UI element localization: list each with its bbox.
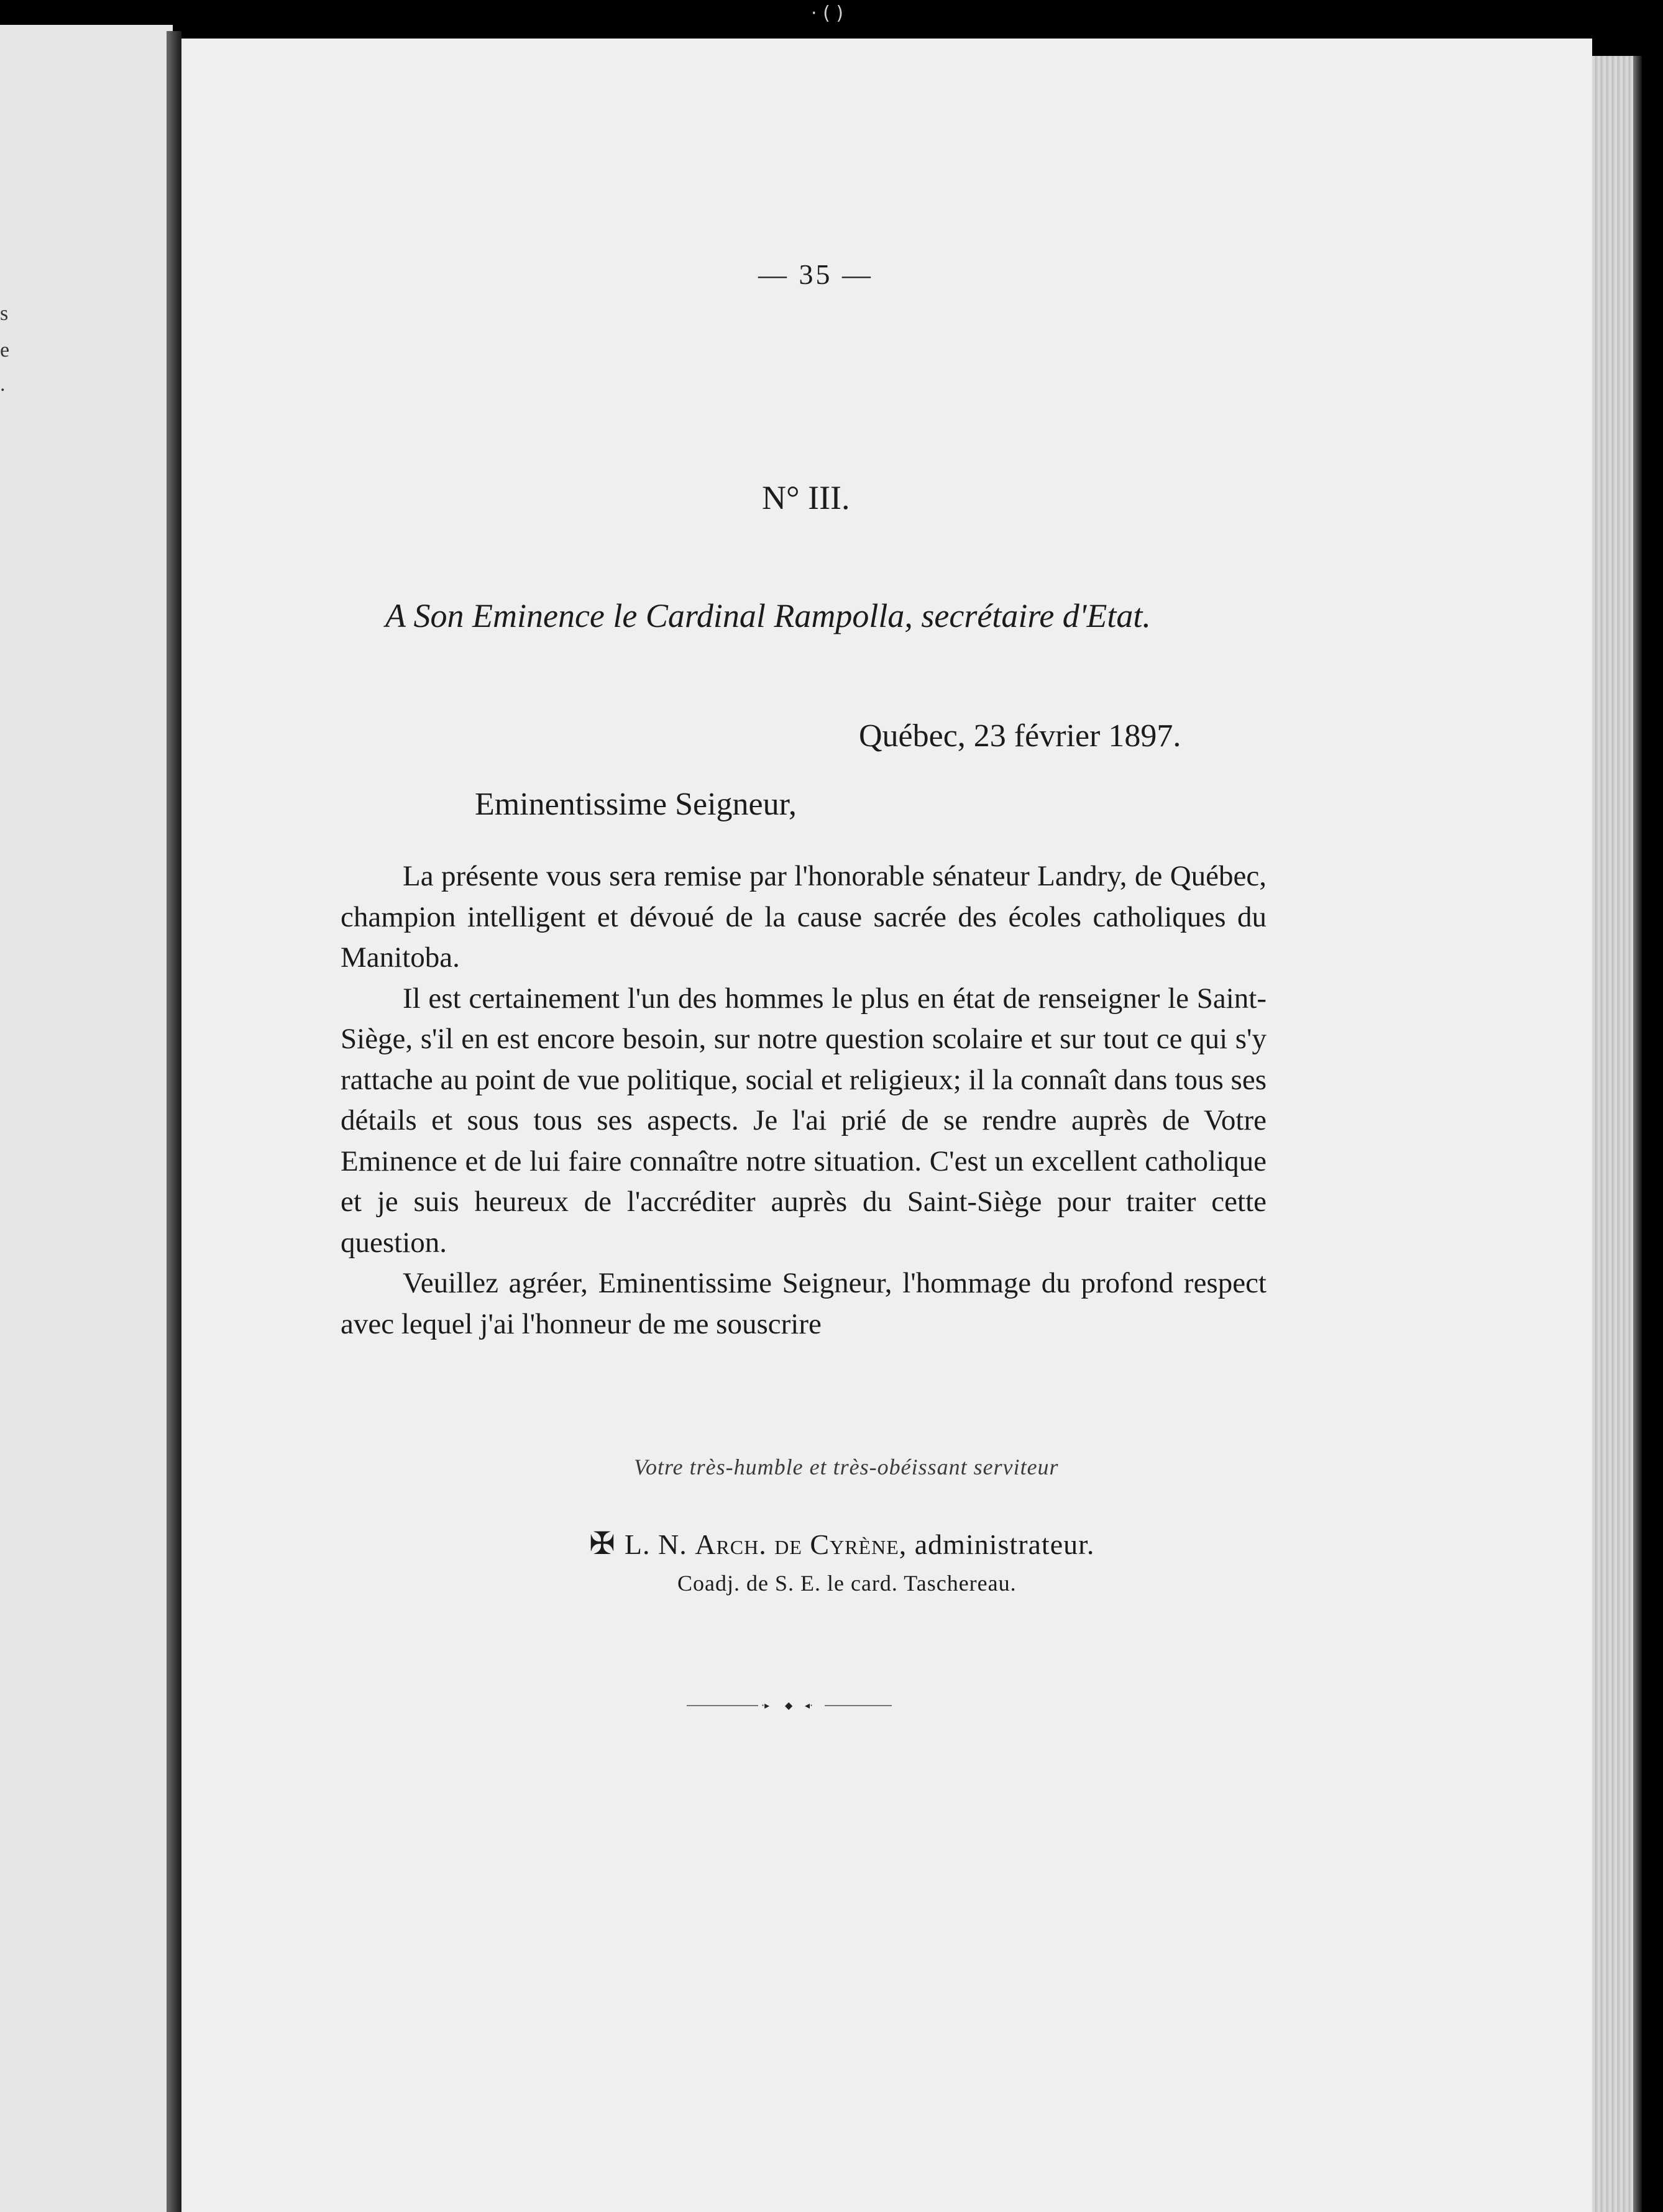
signature-subline: Coadj. de S. E. le card. Taschereau. <box>677 1571 1017 1596</box>
signature-line <box>589 1525 1094 1561</box>
page-stack-shadow <box>1633 56 1642 2212</box>
page-stack-edges <box>1592 56 1633 2212</box>
episcopal-cross-icon: ✠ <box>589 1526 616 1561</box>
left-page-fragment: s <box>0 302 9 325</box>
left-page-fragment: e <box>0 339 10 362</box>
gutter-shadow <box>167 31 181 2212</box>
letter-body <box>341 856 1267 1345</box>
scan-top-marks: · ( ) <box>811 2 844 24</box>
dateline: Québec, 23 février 1897. <box>859 718 1181 754</box>
left-facing-page <box>0 25 173 2212</box>
body-paragraph: Veuillez agréer, Eminentissime Seigneur, l'hommage du profond respect avec lequel j'ai l'honneur de me souscrire <box>341 1267 1267 1340</box>
left-page-fragment: . <box>0 373 6 396</box>
page-number: — 35 — <box>758 258 873 290</box>
ornament-left-icon: ·▸ <box>761 1699 770 1711</box>
signature-initials: L. N. <box>624 1529 695 1560</box>
end-ornament <box>687 1699 892 1712</box>
ornament-rule-left <box>687 1705 758 1706</box>
salutation: Eminentissime Seigneur, <box>475 787 797 822</box>
body-paragraph: La présente vous sera remise par l'honorable sénateur Landry, de Québec, champion intelligent et dévoué de la cause sacrée des écoles catholiques du Manitoba. <box>341 860 1267 974</box>
body-paragraph: Il est certainement l'un des hommes le plus en état de renseigner le Saint-Siège, s'il en est encore besoin, sur notre question scolaire et sur tout ce qui s'y rattache au point de vue politique, social et religieux; il la connaît dans tous ses détails et sous tous ses aspects. Je l'ai prié de se rendre auprès de Votre Eminence et de lui faire connaître notre situation. C'est un excellent catholique et je suis heureux de l'accréditer auprès du Saint-Siège pour traiter cette question. <box>341 982 1267 1259</box>
closing-formula: Votre très-humble et très-obéissant serviteur <box>634 1455 1059 1479</box>
addressee-line: A Son Eminence le Cardinal Rampolla, secrétaire d'Etat. <box>385 597 1151 634</box>
ornament-rule-right <box>825 1705 892 1706</box>
signature-title: Arch. de Cyrène, <box>695 1529 907 1560</box>
ornament-right-icon: ◂· <box>805 1699 813 1711</box>
document-number: N° III. <box>762 479 850 516</box>
ornament-center-icon: ◆ <box>785 1699 793 1711</box>
signature-role: administrateur. <box>907 1529 1095 1560</box>
